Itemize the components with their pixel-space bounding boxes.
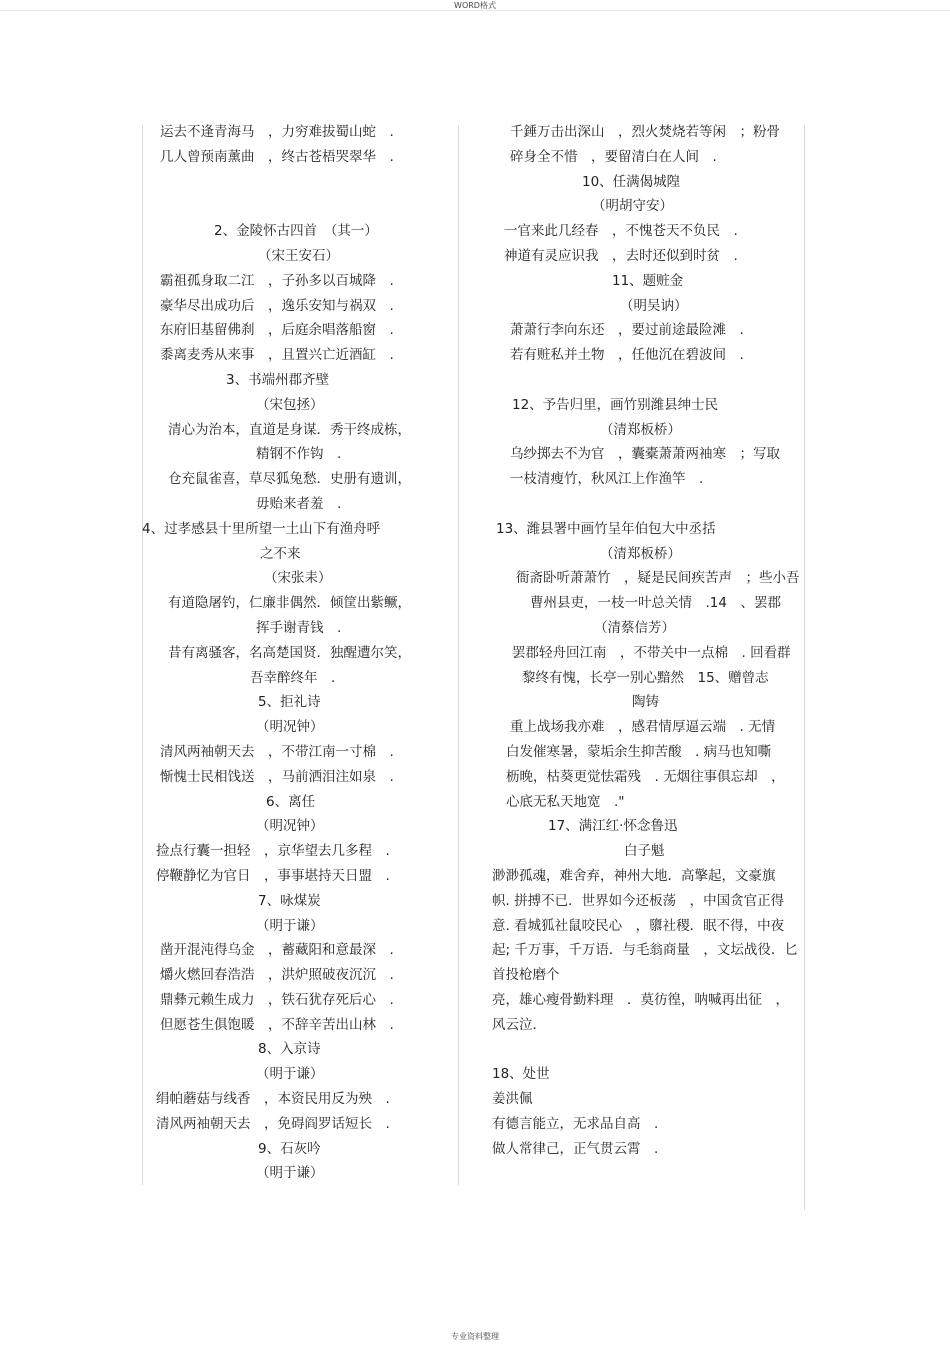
text-line: 7、咏煤炭: [258, 892, 321, 909]
text-line: 6、离任: [266, 793, 316, 810]
text-line: 霸祖孤身取二江 ，子孙多以百城降 .: [160, 272, 394, 289]
text-line: （明况钟）: [256, 719, 324, 736]
text-line: 爝火燃回春浩浩 ，洪炉照破夜沉沉 .: [160, 967, 394, 984]
text-line: 姜洪佩: [492, 1091, 533, 1108]
text-line: （宋包拯）: [256, 396, 324, 413]
text-line: 帜. 拼搏不已．世界如今还板荡 ，中国贪官正得: [492, 892, 785, 909]
text-line: 4、过孝感县十里所望一土山下有渔舟呼: [142, 520, 381, 537]
page-footer: 专业资料整理: [451, 1332, 499, 1341]
text-line: 一枝清瘦竹，秋风江上作渔竿 .: [510, 471, 704, 488]
page-header: WORD格式: [454, 1, 496, 10]
text-line: 风云泣．: [492, 1016, 546, 1033]
text-line: 之不来: [260, 545, 301, 562]
blank-line: [140, 170, 458, 195]
text-line: （清蔡信芳）: [594, 619, 675, 636]
text-line: 乌纱掷去不为官 ，囊橐萧萧两袖寒 ；写取: [510, 446, 780, 463]
text-line: 清风两袖朝天去 ，免碍阎罗话短长 .: [156, 1115, 390, 1132]
left-column: [140, 120, 458, 1186]
right-column-right-border: [804, 125, 805, 1210]
text-line: （清郑板桥）: [600, 545, 681, 562]
text-line: 东府旧基留佛刹 ，后庭余唱落船窗 .: [160, 322, 394, 339]
text-line: 毋贻来者羞 .: [256, 495, 342, 512]
text-line: 神道有灵应识我 ，去时还似到时贫 .: [504, 247, 738, 264]
header-divider: [0, 10, 950, 11]
text-line: 黎终有愧，长亭一别心黯然 15、赠曾志: [522, 669, 769, 686]
text-line: 11、题赃金: [612, 272, 684, 289]
text-line: 豪华尽出成功后 ，逸乐安知与祸双 .: [160, 297, 394, 314]
text-line: 衙斋卧听萧萧竹 ，疑是民间疾苦声 ；些小吾: [516, 570, 800, 587]
text-line: （明于谦）: [256, 1066, 324, 1083]
text-line: （清郑板桥）: [600, 421, 681, 438]
left-column-right-border: [458, 125, 459, 1185]
text-line: 有道隐屠钓，仁廉非偶然．倾筐出紫鳜，: [168, 595, 411, 612]
text-line: 重上战场我亦难 ，感君情厚逼云端 . 无情: [510, 719, 776, 736]
text-line: 精钢不作钩 .: [256, 446, 342, 463]
blank-line: [488, 368, 804, 393]
text-line: （明于谦）: [256, 917, 324, 934]
text-line: 惭愧士民相饯送 ，马前洒泪注如泉 .: [160, 768, 394, 785]
text-line: 仓充鼠雀喜，草尽狐兔愁．史册有遗训，: [168, 471, 411, 488]
text-line: 碎身全不惜 ，要留清白在人间 .: [510, 148, 717, 165]
text-line: 运去不逢青海马 ，力穷难拔蜀山蛇 .: [160, 124, 394, 140]
text-line: 白发催寒暑，蒙垢余生抑苦酸 . 病马也知嘶: [506, 743, 772, 760]
text-line: （明吴讷）: [620, 297, 688, 314]
text-line: 枥晚，枯葵更觉怯霜残 . 无烟往事俱忘却 ，: [506, 768, 785, 785]
text-line: 昔有离骚客，名高楚国贤．独醒遭尔笑，: [168, 644, 411, 661]
text-line: 渺渺孤魂，难舍弃，神州大地．高擎起，文豪旗: [492, 867, 776, 884]
text-line: 2、金陵怀古四首 （其一）: [214, 223, 378, 240]
text-line: 3、书端州郡齐壁: [226, 371, 330, 388]
text-line: 心底无私天地宽 .": [506, 793, 625, 810]
text-line: 18、处世: [492, 1066, 550, 1083]
text-line: 白子魁: [624, 843, 665, 860]
text-line: 吾幸醉终年 .: [250, 669, 336, 686]
text-line: 起; 千万事，千万语．与毛翁商量 ，文坛战役．匕: [492, 942, 798, 959]
text-line: （宋张耒）: [264, 570, 332, 587]
blank-line: [488, 1037, 804, 1062]
text-line: 停鞭静忆为官日 ，事事堪持天日盟 .: [156, 867, 390, 884]
text-line: 清风两袖朝天去 ，不带江南一寸棉 .: [160, 743, 394, 760]
text-line: 一官来此几经春 ，不愧苍天不负民 .: [504, 223, 738, 240]
text-line: 10、任满偈城隍: [582, 173, 681, 190]
text-line: 挥手谢青钱 .: [256, 619, 342, 636]
text-line: 9、石灰吟: [258, 1140, 321, 1157]
text-line: （明况钟）: [256, 818, 324, 835]
text-line: （明胡守安）: [592, 198, 673, 215]
text-line: 5、拒礼诗: [258, 694, 321, 711]
blank-line: [488, 492, 804, 517]
text-line: 首投枪磨个: [492, 967, 560, 984]
text-line: 做人常律己，正气贯云霄 .: [492, 1140, 659, 1157]
text-line: 萧萧行李向东还 ，要过前途最险滩 .: [510, 322, 744, 339]
text-line: 若有赃私并土物 ，任他沉在碧波间 .: [510, 347, 744, 364]
text-line: 意. 看城狐社鼠咬民心 ，隳社稷．眠不得，中夜: [492, 917, 785, 934]
text-line: 绢帕蘑菇与线香 ，本资民用反为殃 .: [156, 1091, 390, 1108]
blank-line: [140, 194, 458, 219]
text-line: 亮，雄心瘦骨勤料理 ．莫彷徨，呐喊再出征 ，: [492, 991, 789, 1008]
text-line: 12、予告归里，画竹别潍县绅士民: [512, 396, 719, 413]
text-line: 千錘万击出深山 ，烈火焚烧若等闲 ；粉骨: [510, 124, 780, 140]
text-line: （宋王安石）: [258, 247, 339, 264]
text-line: 曹州县吏，一枝一叶总关情 .14 、罢郡: [530, 595, 781, 612]
text-line: 13、潍县署中画竹呈年伯包大中丞括: [496, 520, 716, 537]
text-line: 有德言能立，无求品自高 .: [492, 1115, 659, 1132]
text-line: 凿开混沌得乌金 ，蓄藏阳和意最深 .: [160, 942, 394, 959]
text-line: 陶铸: [632, 694, 659, 711]
text-line: 捡点行囊一担轻 ，京华望去几多程 .: [156, 843, 390, 860]
text-line: 鼎彝元赖生成力 ，铁石犹存死后心 .: [160, 991, 394, 1008]
text-line: 几人曾预南薰曲 ，终古苍梧哭翠华 .: [160, 148, 394, 165]
right-column: [488, 120, 804, 1161]
text-line: 清心为治本，直道是身谋．秀干终成栋，: [168, 421, 411, 438]
text-line: 17、满江红·怀念鲁迅: [548, 818, 678, 835]
text-line: 黍离麦秀从来事 ，且置兴亡近酒缸 .: [160, 347, 394, 364]
text-line: 但愿苍生俱饱暖 ，不辞辛苦出山林 .: [160, 1016, 394, 1033]
text-line: 8、入京诗: [258, 1041, 321, 1058]
text-line: 罢郡轻舟回江南 ，不带关中一点棉 . 回看群: [512, 644, 791, 661]
text-line: （明于谦）: [256, 1165, 324, 1182]
